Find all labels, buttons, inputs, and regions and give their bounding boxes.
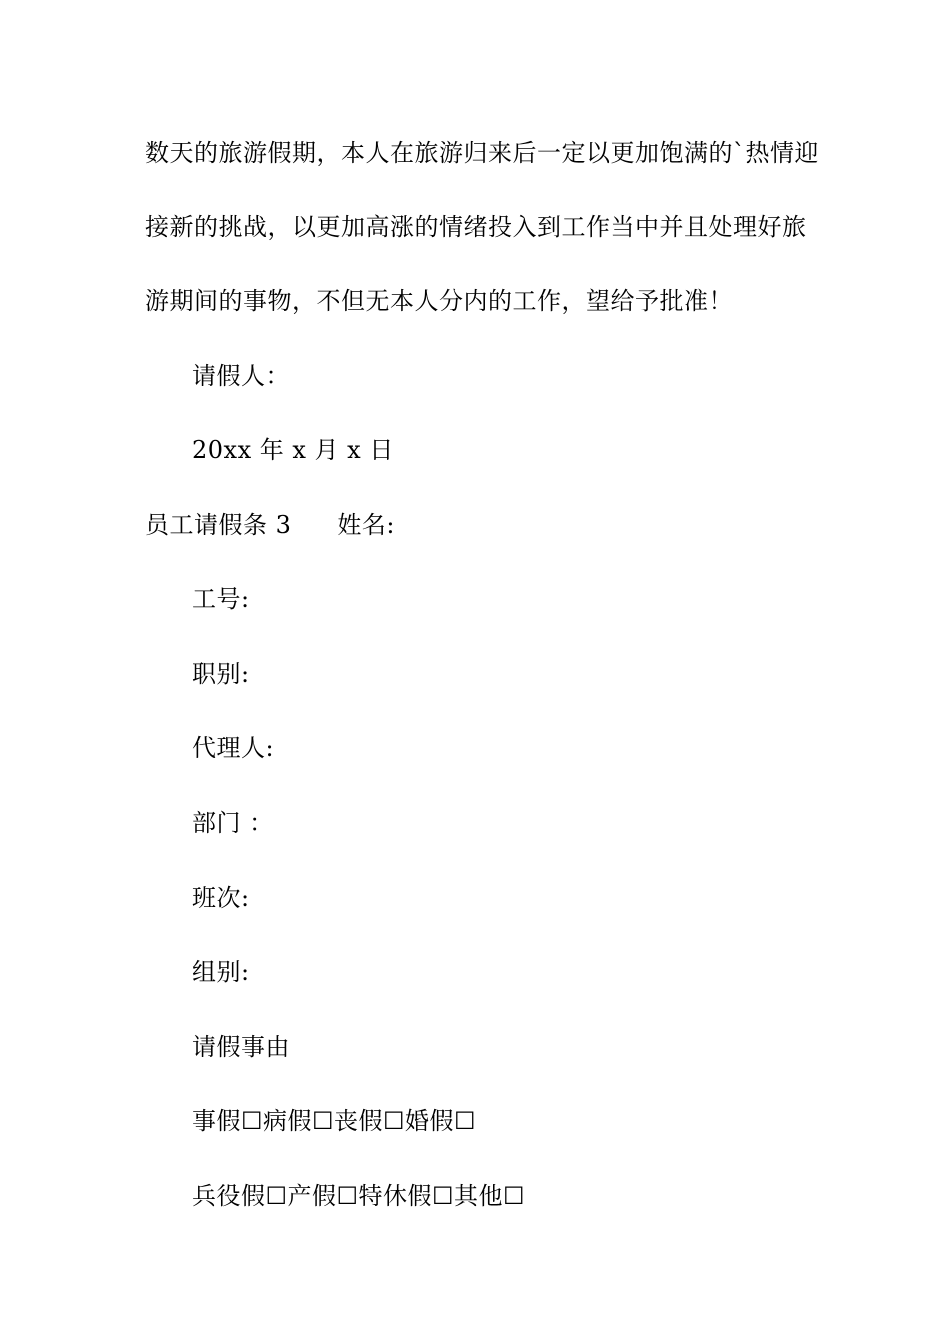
paragraph-line-1: 数天的旅游假期，本人在旅游归来后一定以更加饱满的`热情迎 [145,139,819,167]
leave-types-row-2: 兵役假☐产假☐特休假☐其他☐ [192,1182,526,1210]
department-label: 部门 ： [192,809,274,837]
paragraph-line-2: 接新的挑战，以更加高涨的情绪投入到工作当中并且处理好旅 [145,213,807,241]
group-label: 组别: [192,958,250,986]
applicant-label: 请假人： [192,362,290,390]
signature-date: 20xx 年 x 月 x 日 [192,436,394,464]
agent-label: 代理人: [192,734,275,762]
name-label: 姓名: [337,511,395,539]
position-label: 职别: [192,660,250,688]
employee-id-label: 工号: [192,585,250,613]
form-title-row [145,510,395,540]
leave-types-row-1: 事假☐病假☐丧假☐婚假☐ [192,1107,477,1135]
reason-label: 请假事由 [192,1033,290,1061]
form-title: 员工请假条 3 [145,511,292,539]
paragraph-line-3: 游期间的事物，不但无本人分内的工作，望给予批准！ [145,287,733,315]
shift-label: 班次: [192,884,250,912]
